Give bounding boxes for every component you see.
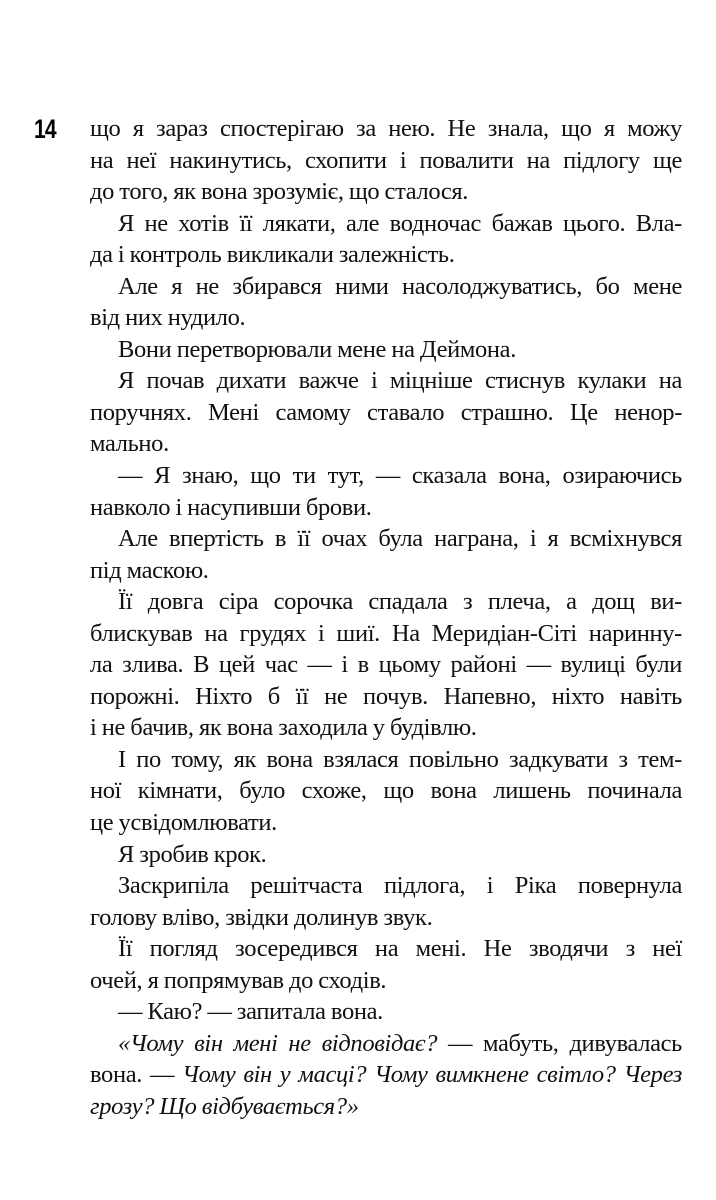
paragraph xyxy=(90,113,682,208)
italic-thought: «Чому він мені не відповідає? xyxy=(118,1029,438,1057)
text-line: Її погляд зосередився на мені. Не зводячи з неї xyxy=(118,935,682,963)
paragraph xyxy=(90,586,682,744)
text-line: ної кімнати, було схоже, що вона лишень починала xyxy=(90,777,682,805)
text-line: І по тому, як вона взялася повільно задкувати з тем- xyxy=(118,745,682,773)
paragraph xyxy=(90,933,682,996)
text-line: на неї накинутись, схопити і повалити на підлогу ще xyxy=(90,146,682,174)
text-line: навколо і насупивши брови. xyxy=(90,493,372,521)
paragraph xyxy=(90,744,682,839)
text-line xyxy=(90,1091,682,1123)
page-body-text xyxy=(90,113,682,1123)
narration: вона. — xyxy=(90,1061,183,1089)
text-line: Вони перетворювали мене на Деймона. xyxy=(118,335,516,363)
text-line: Я не хотів її лякати, але водночас бажав цього. Вла- xyxy=(118,209,682,237)
text-line: очей, я попрямував до сходів. xyxy=(90,966,387,994)
paragraph xyxy=(90,271,682,334)
italic-thought: Чому він у масці? Чому вимкнене світло? Через xyxy=(182,1061,682,1089)
text-line: порожні. Ніхто б її не почув. Напевно, ніхто навіть xyxy=(90,682,682,710)
italic-thought: грозу? Що відбувається?» xyxy=(90,1092,359,1120)
narration: — мабуть, дивувалась xyxy=(437,1029,682,1057)
text-line: до того, як вона зрозуміє, що сталося. xyxy=(90,178,469,206)
text-line: мально. xyxy=(90,430,169,458)
paragraph xyxy=(90,996,682,1028)
text-line: під маскою. xyxy=(90,556,209,584)
text-line xyxy=(90,1028,682,1060)
text-line: від них нудило. xyxy=(90,304,246,332)
paragraphs xyxy=(90,113,682,1028)
text-line: Але впертість в її очах була награна, і я всміхнувся xyxy=(118,525,682,553)
text-line: і не бачив, як вона заходила у будівлю. xyxy=(90,714,477,742)
text-line: Але я не збирався ними насолоджуватись, бо мене xyxy=(118,272,682,300)
text-line: — Я знаю, що ти тут, — сказала вона, озираючись xyxy=(118,462,682,490)
text-line: голову вліво, звідки долинув звук. xyxy=(90,903,433,931)
text-line: Я почав дихати важче і міцніше стиснув кулаки на xyxy=(118,367,682,395)
text-line: поручнях. Мені самому ставало страшно. Це ненор- xyxy=(90,398,682,426)
text-line: Я зробив крок. xyxy=(118,840,267,868)
page-number: 14 xyxy=(34,114,56,144)
text-line: Її довга сіра сорочка спадала з плеча, а дощ ви- xyxy=(118,588,682,616)
paragraph xyxy=(90,839,682,871)
text-line: блискував на грудях і шиї. На Меридіан-Сіті наринну- xyxy=(90,619,682,647)
text-line: що я зараз спостерігаю за нею. Не знала, що я можу xyxy=(90,115,682,142)
text-line xyxy=(90,1059,682,1091)
text-line: — Каю? — запитала вона. xyxy=(118,998,383,1026)
paragraph xyxy=(90,870,682,933)
text-line: це усвідомлювати. xyxy=(90,809,277,837)
paragraph xyxy=(90,365,682,460)
paragraph xyxy=(90,334,682,366)
paragraph xyxy=(90,208,682,271)
paragraph-final xyxy=(90,1028,682,1123)
paragraph xyxy=(90,460,682,523)
text-line: да і контроль викликали залежність. xyxy=(90,241,455,269)
text-line: Заскрипіла решітчаста підлога, і Ріка повернула xyxy=(118,872,682,900)
text-line: ла злива. В цей час — і в цьому районі — вулиці були xyxy=(90,651,682,679)
paragraph xyxy=(90,523,682,586)
